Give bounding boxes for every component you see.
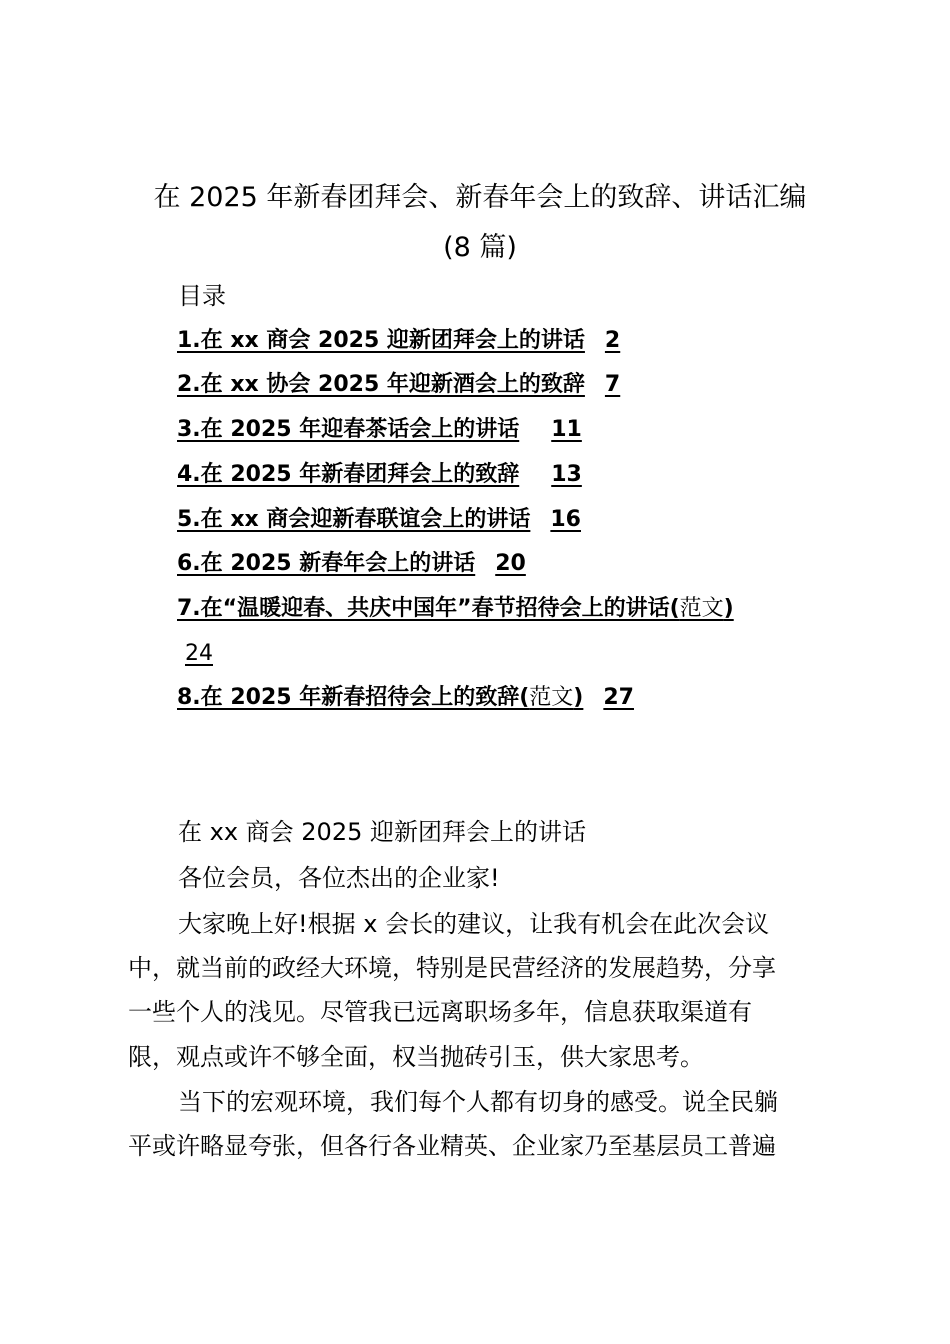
toc-item-page: 11 <box>551 417 582 442</box>
toc-item-close: ) <box>723 596 734 621</box>
toc-item-4[interactable] <box>177 459 582 491</box>
document-title: 在 2025 年新春团拜会、新春年会上的致辞、讲话汇编 <box>153 182 807 213</box>
speech-heading: 在 xx 商会 2025 迎新团拜会上的讲话 <box>178 818 586 846</box>
toc-item-text: 6.在 2025 新春年会上的讲话 <box>177 551 476 576</box>
toc-item-text: 8.在 2025 年新春招待会上的致辞( <box>177 685 530 710</box>
toc-item-text: 3.在 2025 年迎春茶话会上的讲话 <box>177 417 520 442</box>
paragraph-line: 当下的宏观环境，我们每个人都有切身的感受。说全民躺 <box>178 1088 778 1116</box>
speech-salutation: 各位会员，各位杰出的企业家! <box>178 864 500 892</box>
toc-item-text: 7.在“温暖迎春、共庆中国年”春节招待会上的讲话( <box>177 596 680 621</box>
toc-item-close: ) <box>573 685 584 710</box>
paragraph-line: 平或许略显夸张，但各行各业精英、企业家乃至基层员工普遍 <box>128 1132 776 1160</box>
toc-item-text: 5.在 xx 商会迎新春联谊会上的讲话 <box>177 507 531 532</box>
toc-item-suffix: 范文 <box>529 685 574 710</box>
paragraph-line: 限，观点或许不够全面，权当抛砖引玉，供大家思考。 <box>128 1043 704 1071</box>
toc-item-text: 1.在 xx 商会 2025 迎新团拜会上的讲话 <box>177 328 585 353</box>
toc-heading: 目录 <box>178 282 226 310</box>
toc-item-7[interactable] <box>177 593 734 625</box>
toc-item-page: 16 <box>550 507 581 532</box>
toc-item-page: 7 <box>604 372 621 397</box>
document-title-count: (8 篇) <box>443 232 517 263</box>
toc-item-1[interactable] <box>177 325 620 357</box>
toc-item-6[interactable] <box>177 548 526 580</box>
paragraph-line: 大家晚上好!根据 x 会长的建议，让我有机会在此次会议 <box>178 910 770 938</box>
toc-item-3[interactable] <box>177 414 582 446</box>
toc-item-2[interactable] <box>177 369 620 401</box>
toc-item-page: 20 <box>495 551 526 576</box>
toc-item-5[interactable] <box>177 504 581 536</box>
toc-item-7-page[interactable]: 24 <box>185 641 213 666</box>
toc-item-suffix: 范文 <box>679 596 724 621</box>
toc-item-text: 4.在 2025 年新春团拜会上的致辞 <box>177 462 520 487</box>
paragraph-line: 中，就当前的政经大环境，特别是民营经济的发展趋势，分享 <box>128 954 776 982</box>
paragraph-line: 一些个人的浅见。尽管我已远离职场多年，信息获取渠道有 <box>128 998 752 1026</box>
toc-item-page: 13 <box>551 462 582 487</box>
toc-item-text: 2.在 xx 协会 2025 年迎新酒会上的致辞 <box>177 372 585 397</box>
toc-item-8[interactable] <box>177 682 634 714</box>
toc-item-page: 27 <box>603 685 634 710</box>
toc-item-page: 2 <box>604 328 621 353</box>
